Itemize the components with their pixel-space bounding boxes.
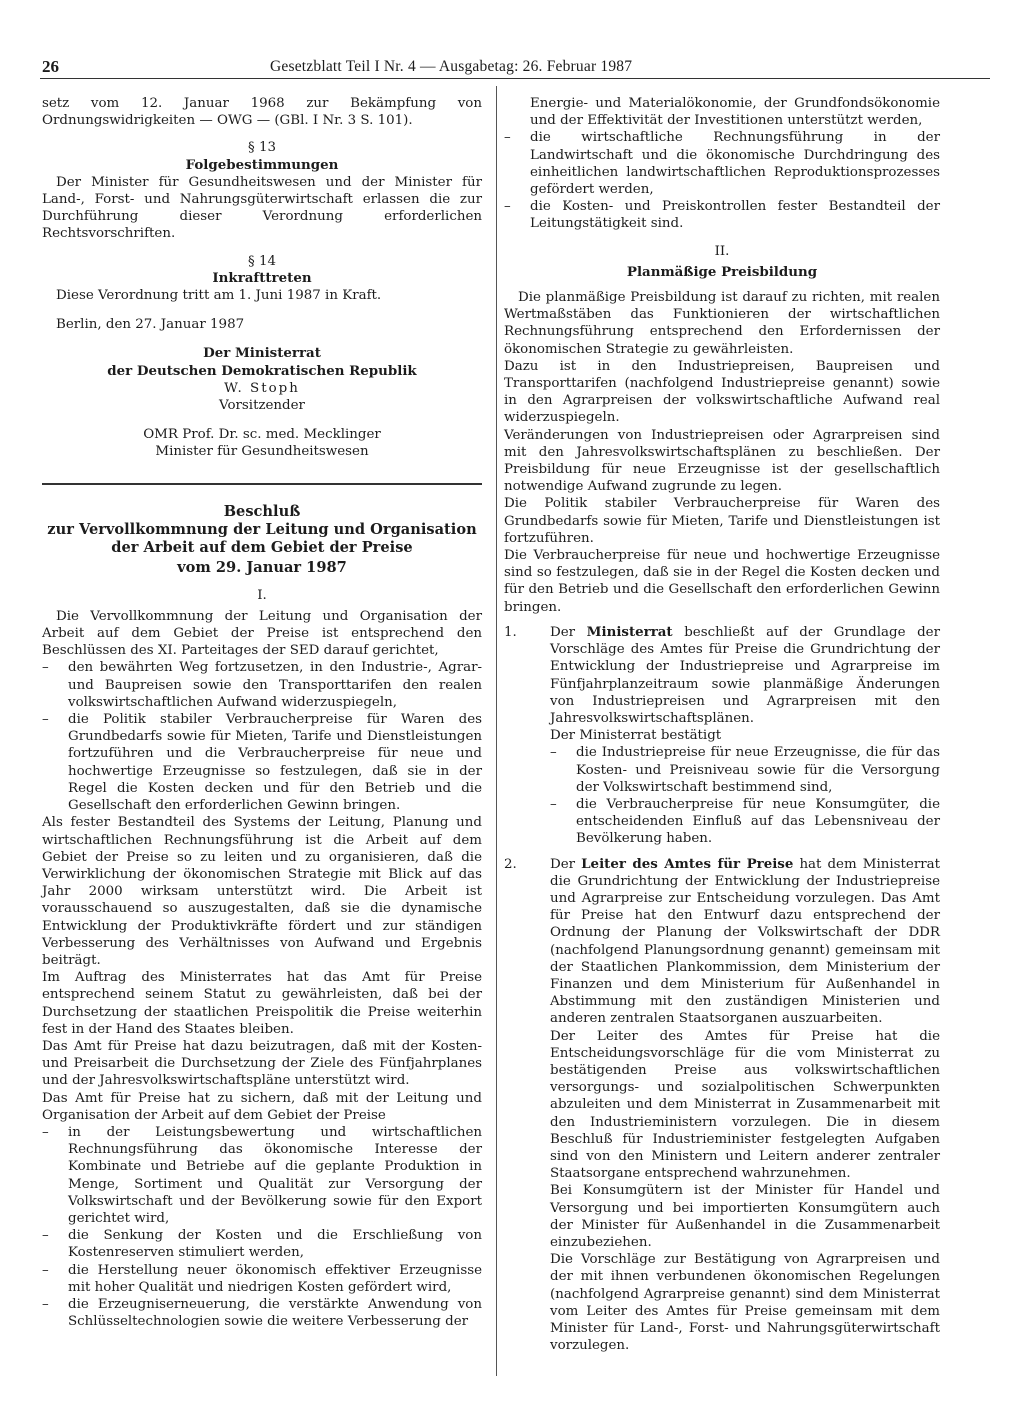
list-item: – in der Leistungsbewertung und wirtschaftlichen Rechnungsführung das ökonomische Interesse der Kombinate und Betriebe auf die geplante Produktion in Menge, Sortiment und Qualität zur Versorgung der Volkswirtschaft und der Bevölkerung sowie für den Export gerichtet wird, xyxy=(42,1124,482,1227)
dash-list xyxy=(550,744,940,847)
list-item: – die Industriepreise für neue Erzeugnisse, die für das Kosten- und Preisniveau sowie für die Versorgung der Volkswirtschaft bestimmend sind, xyxy=(550,744,940,796)
section-13-text: Der Minister für Gesundheitswesen und der Minister für Land-, Forst- und Nahrungsgüterwirtschaft erlassen die zur Durchführung dieser Verordnung erforderlichen Rechtsvorschriften. xyxy=(42,174,482,242)
section-13-number: § 13 xyxy=(248,140,276,156)
numbered-item-2 xyxy=(504,856,940,1355)
section-14-title: Inkrafttreten xyxy=(212,269,312,286)
column-rule xyxy=(496,86,497,1376)
paragraph: Das Amt für Preise hat zu sichern, daß mit der Leitung und Organisation der Arbeit auf dem Gebiet der Preise xyxy=(42,1090,482,1123)
right-column xyxy=(504,95,940,1354)
item-keyword: Ministerrat xyxy=(586,623,673,640)
signature-org-line1: Der Ministerrat xyxy=(203,345,321,362)
paragraph: Die Politik stabiler Verbraucherpreise für Waren des Grundbedarfs sowie für Mieten, Tarife und Dienstleistungen ist fortzuführen. xyxy=(504,496,940,546)
list-item: – die Herstellung neuer ökonomisch effektiver Erzeugnisse mit hoher Qualität und niedrigen Kosten gefördert wird, xyxy=(42,1262,482,1296)
separator-rule xyxy=(42,483,482,485)
paragraph: Im Auftrag des Ministerrates hat das Amt für Preise entsprechend seinem Statut zu gewährleisten, daß bei der Durchsetzung der staatlichen Preispolitik die Preise weiterhin fest in der Hand des Staates bleiben. xyxy=(42,970,482,1037)
resolution-title-line2: zur Vervollkommnung der Leitung und Organisation xyxy=(47,520,477,538)
header-rule xyxy=(40,78,990,79)
dash-list xyxy=(42,1124,482,1330)
running-head: Gesetzblatt Teil I Nr. 4 — Ausgabetag: 26. Februar 1987 xyxy=(270,58,633,75)
paragraph: Der Leiter des Amtes für Preise hat die Entscheidungsvorschläge für die vom Ministerrat zu bestätigenden Preise aus volkswirtschaftlichen versorgungs- und sozialpolitischen Schwerpunkten abzuleiten und dem Ministerrat in Zusammenarbeit mit den Industrieministern vorzulegen. Die in diesem Beschluß für Industrieminister festgelegten Aufgaben sind von den Ministern und Leitern anderer zentraler Staatsorgane entsprechend wahrzunehmen. xyxy=(550,1028,940,1182)
item-number: 2. xyxy=(504,856,517,872)
dash-list xyxy=(504,129,940,232)
item-number: 1. xyxy=(504,624,517,640)
section-II-title: Planmäßige Preisbildung xyxy=(626,263,818,280)
section-13-title: Folgebestimmungen xyxy=(185,156,339,173)
paragraph: Als fester Bestandteil des Systems der Leitung, Planung und wirtschaftlichen Rechnungsführung ist die Arbeit auf dem Gebiet der Preise so zu leiten und zu organisieren, daß die Verwirklichung der ökonomischen Strategie mit Blick auf das Jahr 2000 wirksam unterstützt wird. Die Arbeit ist vorausschauend so auszugestalten, daß sie die dynamische Entwicklung der Produktivkräfte fördert und zur ständigen Verbesserung des Verhältnisses von Aufwand und Ergebnis beiträgt. xyxy=(42,815,482,968)
item-prefix: Der xyxy=(550,856,576,872)
list-item: – die Senkung der Kosten und die Erschließung von Kostenreserven stimuliert werden, xyxy=(42,1227,482,1261)
paragraph: Das Amt für Preise hat dazu beizutragen, daß mit der Kosten- und Preisarbeit die Durchsetzung der Ziele des Fünfjahrplanes und der Jahresvolkswirtschaftspläne unterstützt wird. xyxy=(42,1038,482,1089)
list-item: – die Erzeugniserneuerung, die verstärkte Anwendung von Schlüsseltechnologien sowie die weitere Verbesserung der xyxy=(42,1296,482,1330)
list-item: – die Kosten- und Preiskontrollen fester Bestandteil der Leitungstätigkeit sind. xyxy=(504,198,940,232)
resolution-title-line3: der Arbeit auf dem Gebiet der Preise xyxy=(111,538,413,556)
paragraph: Die Verbraucherpreise für neue und hochwertige Erzeugnisse sind so festzulegen, daß sie in der Regel die Kosten decken und für den Betrieb und die Gesellschaft den erforderlichen Gewinn bringen. xyxy=(504,548,940,615)
subheading: Der Ministerrat bestätigt xyxy=(550,728,722,744)
resolution-title-line1: Beschluß xyxy=(223,502,301,520)
item-text: hat dem Ministerrat die Grundrichtung der Entwicklung der Industriepreise und Agrarpreise zur Entscheidung vorzulegen. Das Amt für Preise hat den Entwurf dazu entsprechend der Ordnung der Planung der Volkswirtschaft der DDR (nachfolgend Planungsordnung genannt) gemeinsam mit der Staatlichen Plankommission, dem Ministerium der Finanzen und dem Ministerium für Außenhandel in Abstimmung mit den zuständigen Ministerien und anderen zentralen Staatsorganen auszuarbeiten. xyxy=(550,856,940,1027)
dash-list xyxy=(42,659,482,814)
section-II-heading: II. xyxy=(714,243,730,259)
list-item: – die Verbraucherpreise für neue Konsumgüter, die entscheidenden Einfluß auf das Lebensniveau der Bevölkerung haben. xyxy=(550,796,940,848)
paragraph: Veränderungen von Industriepreisen oder Agrarpreisen sind mit den Jahresvolkswirtschaftsplänen zu beschließen. Der Preisbildung für neue Erzeugnisse ist der gesellschaftlich notwendige Aufwand zugrunde zu legen. xyxy=(504,427,940,495)
paragraph: Die planmäßige Preisbildung ist darauf zu richten, mit realen Wertmaßstäben das Funktionieren der wirtschaftlichen Rechnungsführung entsprechend den Erfordernissen der ökonomischen Strategie zu gewährleisten. xyxy=(504,290,940,357)
numbered-item-1 xyxy=(504,624,940,848)
left-column xyxy=(42,95,482,1330)
item-text: beschließt auf der Grundlage der Vorschläge des Amtes für Preise die Grundrichtung der Entwicklung der Industriepreise und Agrarpreise im Fünfjahrplanzeitraum sowie planmäßige Änderungen von Industriepreisen und Agrarpreisen mit den Jahresvolkswirtschaftsplänen. xyxy=(550,624,940,726)
signature-role-minister: Minister für Gesundheitswesen xyxy=(155,444,369,460)
signature-name-chairman: W. Stoph xyxy=(224,380,300,396)
paragraph: Dazu ist in den Industriepreisen, Baupreisen und Transporttarifen (nachfolgend Industriepreise genannt) sowie in den Agrarpreisen der volkswirtschaftliche Aufwand real widerzuspiegeln. xyxy=(504,358,940,426)
item-prefix: Der xyxy=(550,624,576,640)
paragraph: Die Vorschläge zur Bestätigung von Agrarpreisen und der mit ihnen verbundenen ökonomischen Regelungen (nachfolgend Agrarpreise genannt) sind dem Ministerrat vom Leiter des Amtes für Preise gemeinsam mit dem Minister für Land-, Forst- und Nahrungsgüterwirtschaft vorzulegen. xyxy=(550,1252,940,1354)
signature-org-line2: der Deutschen Demokratischen Republik xyxy=(107,362,417,379)
page-number: 26 xyxy=(42,57,59,76)
section-14-number: § 14 xyxy=(248,253,276,269)
section-14-text: Diese Verordnung tritt am 1. Juni 1987 in Kraft. xyxy=(56,288,382,304)
signature-role-chairman: Vorsitzender xyxy=(219,398,305,414)
continued-list-text: Energie- und Materialökonomie, der Grundfondsökonomie und der Effektivität der Investitionen unterstützt werden, xyxy=(530,96,940,129)
list-item: – die wirtschaftliche Rechnungsführung in der Landwirtschaft und die ökonomische Durchdringung des einheitlichen landwirtschaftlichen Reproduktionsprozesses gefördert werden, xyxy=(504,129,940,198)
item-keyword: Leiter des Amtes für Preise xyxy=(581,855,794,872)
paragraph: Bei Konsumgütern ist der Minister für Handel und Versorgung und bei importierten Konsumgütern auch der Minister für Außenhandel in die Zusammenarbeit einzubeziehen. xyxy=(550,1183,940,1250)
place-date: Berlin, den 27. Januar 1987 xyxy=(56,317,245,333)
continued-text: setz vom 12. Januar 1968 zur Bekämpfung von Ordnungswidrigkeiten — OWG — (GBl. I Nr. 3 S. 101). xyxy=(42,96,482,129)
resolution-date: vom 29. Januar 1987 xyxy=(177,558,347,576)
signature-name-minister: OMR Prof. Dr. sc. med. Mecklinger xyxy=(143,427,381,443)
section-I-heading: I. xyxy=(257,587,267,603)
list-item: – den bewährten Weg fortzusetzen, in den Industrie-, Agrar- und Baupreisen sowie den Transporttarifen den realen volkswirtschaftlichen Aufwand widerzuspiegeln, xyxy=(42,659,482,711)
list-item: – die Politik stabiler Verbraucherpreise für Waren des Grundbedarfs sowie für Mieten, Tarife und Dienstleistungen fortzuführen und die Verbraucherpreise für neue und hochwertige Erzeugnisse so festzulegen, daß sie in der Regel die Kosten decken und für den Betrieb und die Gesellschaft den erforderlichen Gewinn bringen. xyxy=(42,711,482,814)
paragraph: Die Vervollkommnung der Leitung und Organisation der Arbeit auf dem Gebiet der Preise ist entsprechend den Beschlüssen des XI. Parteitages der SED darauf gerichtet, xyxy=(42,608,482,659)
